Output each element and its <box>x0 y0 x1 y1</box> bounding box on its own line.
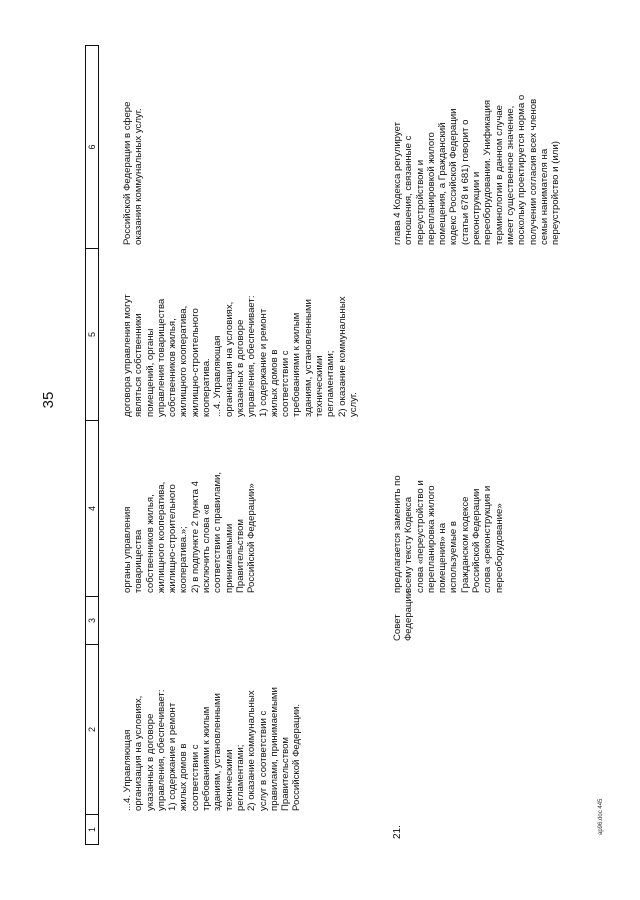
header-col-1: 1 <box>86 814 98 844</box>
row2-number: 21. <box>392 825 403 839</box>
document-table <box>85 45 605 845</box>
header-col-6: 6 <box>87 144 97 150</box>
row1-col6: Российской Федерации в сфере оказания коммунальных услуг. <box>122 101 145 245</box>
row1-col5: договора управления могут являться собственники помещений, органы управления товарищества собственников жилья, жилищного кооператива, жилищно-строительного кооператива. ...4. Управляющая организация на условиях, указанных в договоре управления, обеспечивает: 1) содержание и ремонт жилых домов в соответствии с требованиями к жилым зданиям, установленными техническими регламентами; 2) оказание коммунальных услуг. <box>122 294 359 417</box>
footer-note: ap96.doc 445 <box>598 798 604 835</box>
page-number: 35 <box>40 391 57 409</box>
row1-col4: органы управления товарищества собственников жилья, жилищного кооператива, жилищно-строительного кооператива.»; 2) в подпункте 2 пункта 4 исключить слова «в соответствии с правилами, принимаемыми Правительством Российской Федерации» <box>122 471 258 593</box>
header-col-4: 4 <box>86 420 98 596</box>
row2-col3: Совет Федерации <box>392 590 415 641</box>
header-col-5: 5 <box>86 248 98 420</box>
header-col-2: 2 <box>86 644 98 814</box>
row1-col2: ...4. Управляющая организация на условиях, указанных в договоре управления, обеспечивает: 1) содержание и ремонт жилых домов в соответствии с требованиями к жилым зданиям, установленными техническими регламентами; 2) оказание коммунальных услуг в соответствии с правилами, принимаемыми Правительством Российской Федерации. <box>122 687 303 811</box>
row2-col4: предлагается заменить по всему тексту Кодекса слова «переустройство и перепланировка жилого помещения» на используемые в Гражданском кодексе Российской Федерации слова «реконструкция и переоборудование» <box>392 475 505 593</box>
table-header-row <box>85 45 99 845</box>
header-col-3: 3 <box>86 596 98 644</box>
row2-col6: глава 4 Кодекса регулирует отношения, связанные с переустройством и перепланировкой жилого помещения, а Гражданский кодекс Российской Федерации (статьи 678 и 681) говорит о реконструкции и переоборудовании. Унификация терминологии в данном случае имеет существенное значение, поскольку проектируется норма о получении согласия всех членов семьи нанимателя на переустройство и (или) <box>392 94 562 245</box>
